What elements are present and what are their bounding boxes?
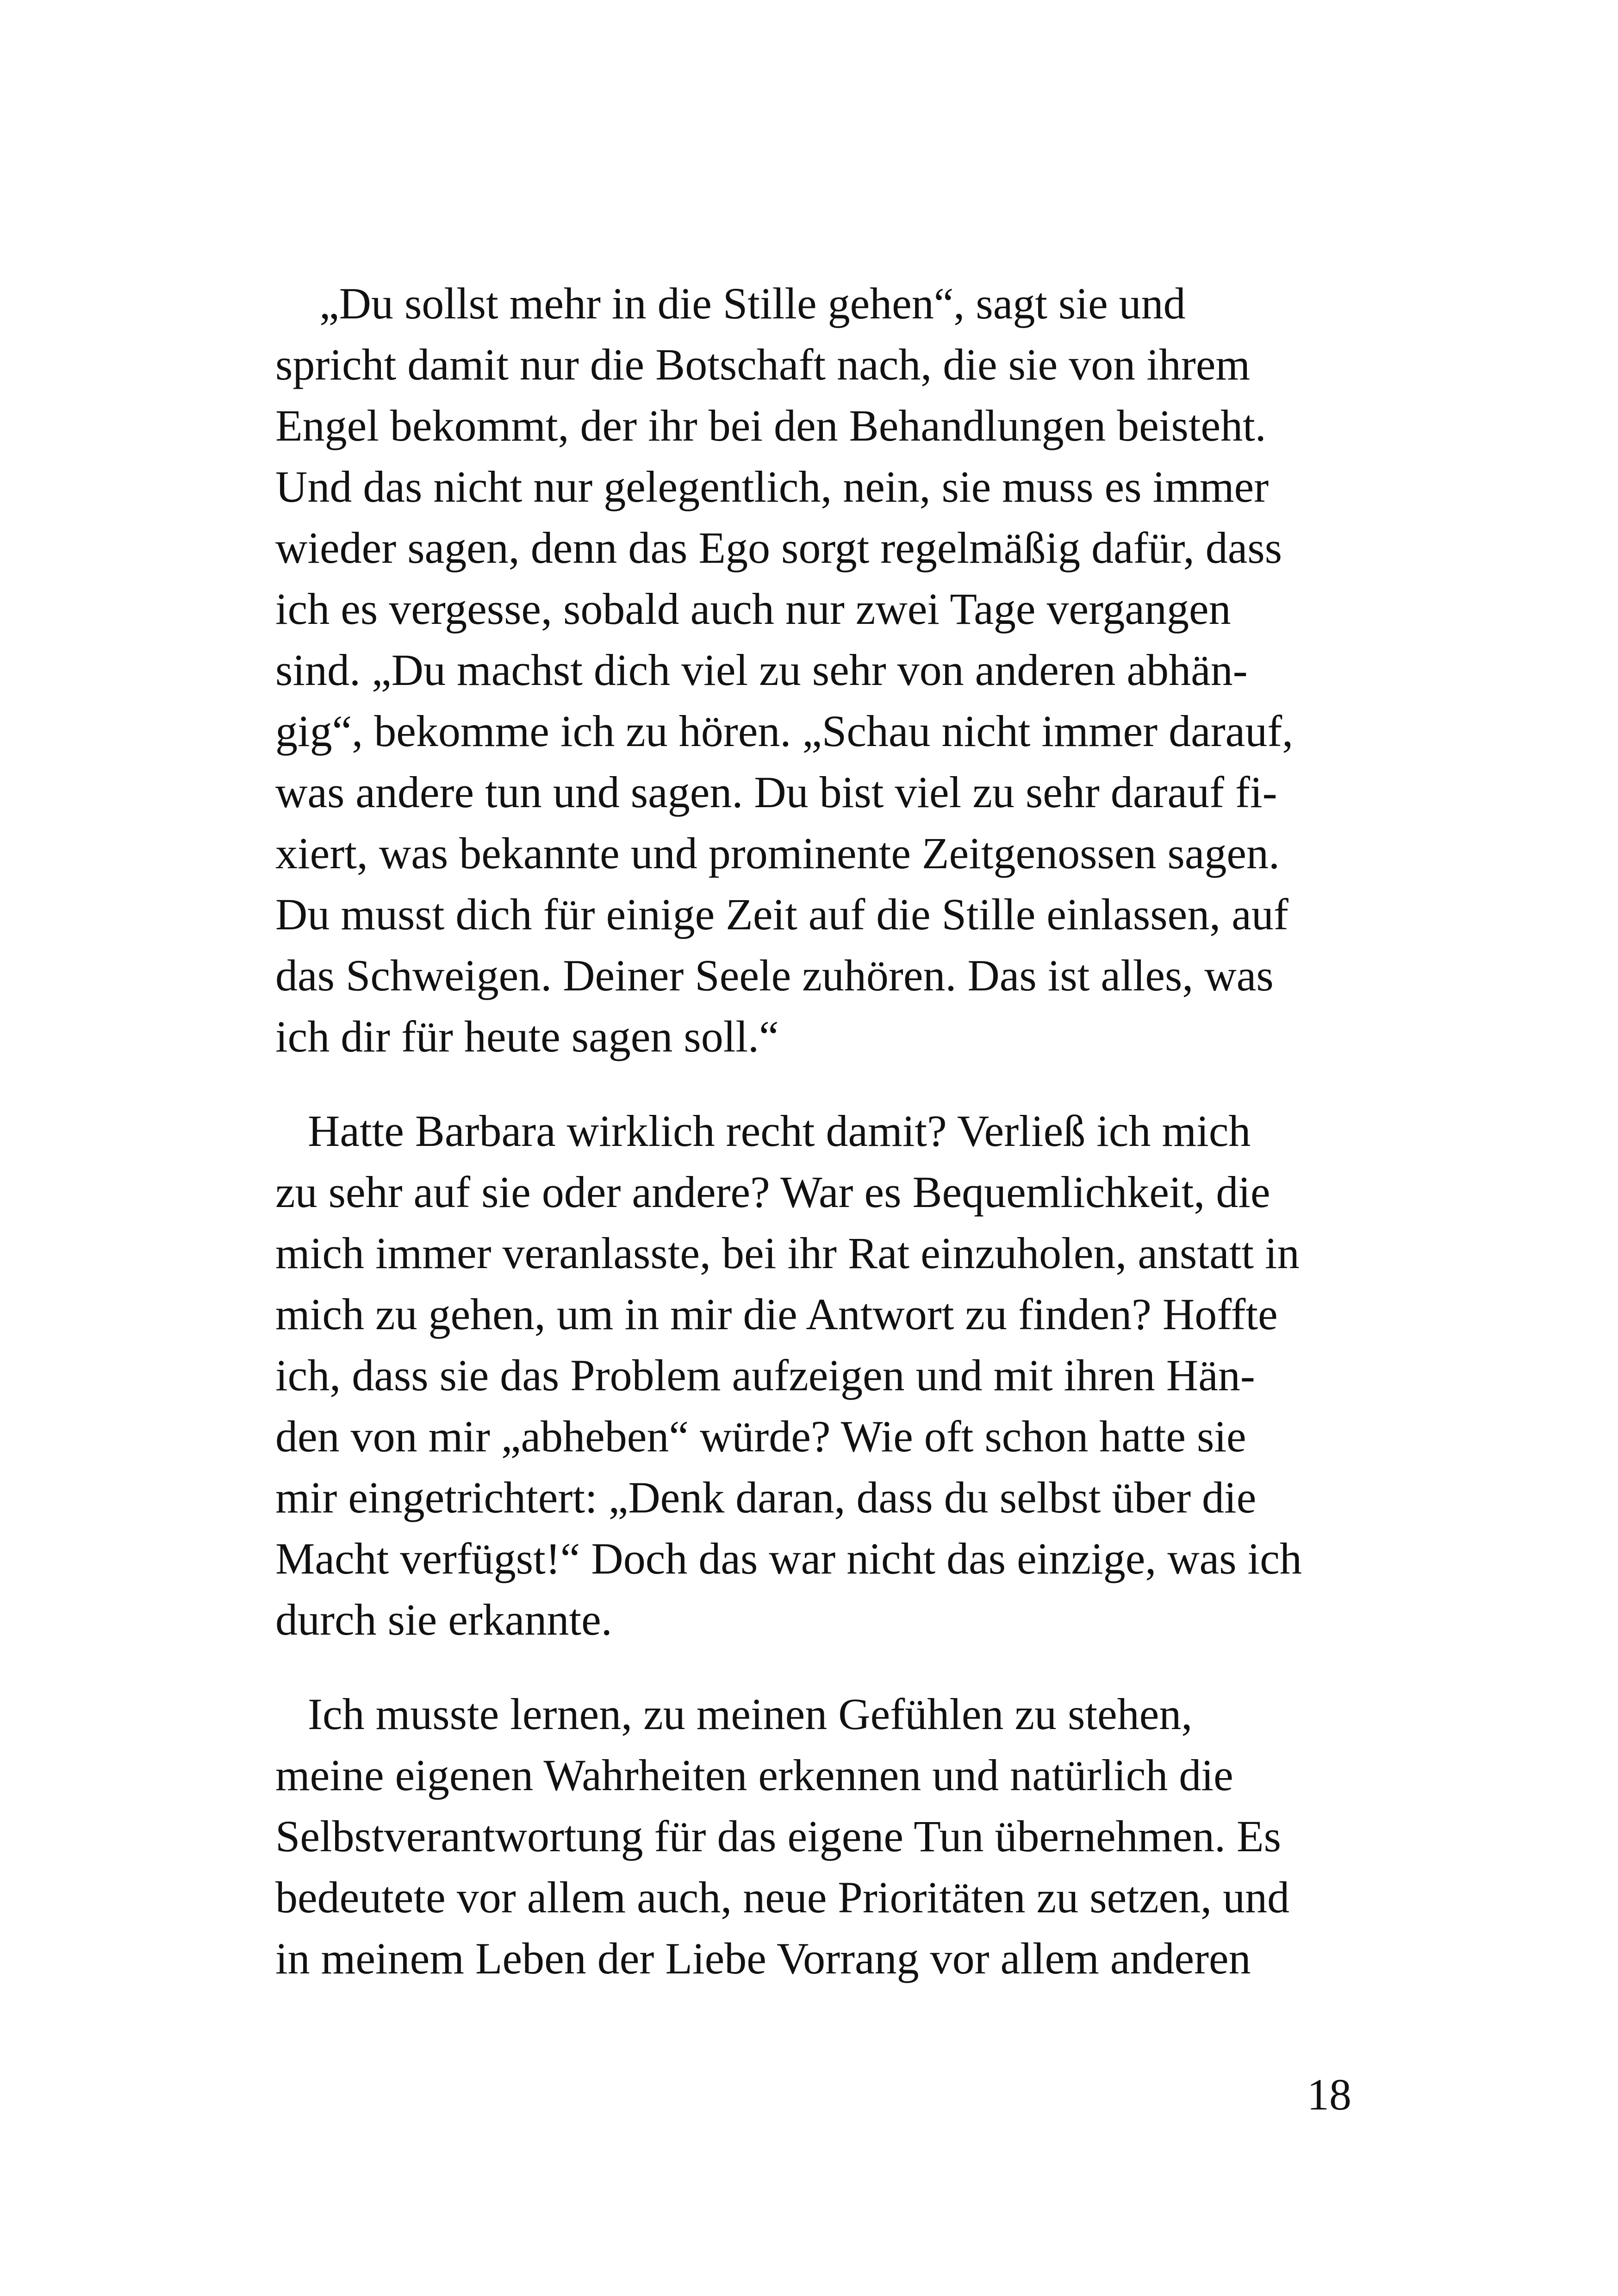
text-line: Ich musste lernen, zu meinen Gefühlen zu stehen, [308, 1689, 1193, 1739]
text-line: „Du sollst mehr in die Stille gehen“, sagt sie und [319, 279, 1186, 328]
text-line: das Schweigen. Deiner Seele zuhören. Das ist alles, was [275, 951, 1274, 1000]
text-line: mir eingetrichtert: „Denk daran, dass du selbst über die [275, 1473, 1257, 1522]
text-line: bedeutete vor allem auch, neue Prioritäten zu setzen, und [275, 1873, 1290, 1922]
text-line: ich dir für heute sagen soll.“ [275, 1012, 779, 1061]
text-line: wieder sagen, denn das Ego sorgt regelmäßig dafür, dass [275, 523, 1282, 572]
text-line: xiert, was bekannte und prominente Zeitgenossen sagen. [275, 828, 1280, 878]
text-line: spricht damit nur die Botschaft nach, die sie von ihrem [275, 340, 1251, 389]
text-line: sind. „Du machst dich viel zu sehr von anderen abhän- [275, 645, 1248, 695]
page-number: 18 [1307, 2070, 1351, 2119]
text-line: Und das nicht nur gelegentlich, nein, sie muss es immer [275, 462, 1269, 511]
text-line: Selbstverantwortung für das eigene Tun übernehmen. Es [275, 1811, 1281, 1861]
paragraph-2 [275, 1101, 1358, 1650]
text-line: Hatte Barbara wirklich recht damit? Verließ ich mich [308, 1106, 1251, 1156]
text-line: zu sehr auf sie oder andere? War es Bequemlichkeit, die [275, 1167, 1270, 1217]
text-line: Engel bekommt, der ihr bei den Behandlungen beisteht. [275, 401, 1266, 450]
text-line: Du musst dich für einige Zeit auf die Stille einlassen, auf [275, 890, 1288, 939]
paragraph-1 [275, 273, 1358, 1067]
text-line: durch sie erkannte. [275, 1595, 612, 1644]
text-line: meine eigenen Wahrheiten erkennen und natürlich die [275, 1750, 1233, 1800]
text-line: ich, dass sie das Problem aufzeigen und mit ihren Hän- [275, 1350, 1255, 1400]
text-line: ich es vergesse, sobald auch nur zwei Tage vergangen [275, 584, 1231, 634]
body-text [275, 273, 1358, 1989]
text-line: gig“, bekomme ich zu hören. „Schau nicht immer darauf, [275, 706, 1294, 756]
text-line: mich immer veranlasste, bei ihr Rat einzuholen, anstatt in [275, 1228, 1300, 1278]
text-line: in meinem Leben der Liebe Vorrang vor allem anderen [275, 1934, 1251, 1983]
text-line: den von mir „abheben“ würde? Wie oft schon hatte sie [275, 1412, 1246, 1461]
text-line: was andere tun und sagen. Du bist viel zu sehr darauf fi- [275, 767, 1277, 817]
paragraph-3 [275, 1684, 1358, 1989]
text-line: mich zu gehen, um in mir die Antwort zu finden? Hoffte [275, 1289, 1278, 1339]
text-line: Macht verfügst!“ Doch das war nicht das einzige, was ich [275, 1534, 1302, 1583]
